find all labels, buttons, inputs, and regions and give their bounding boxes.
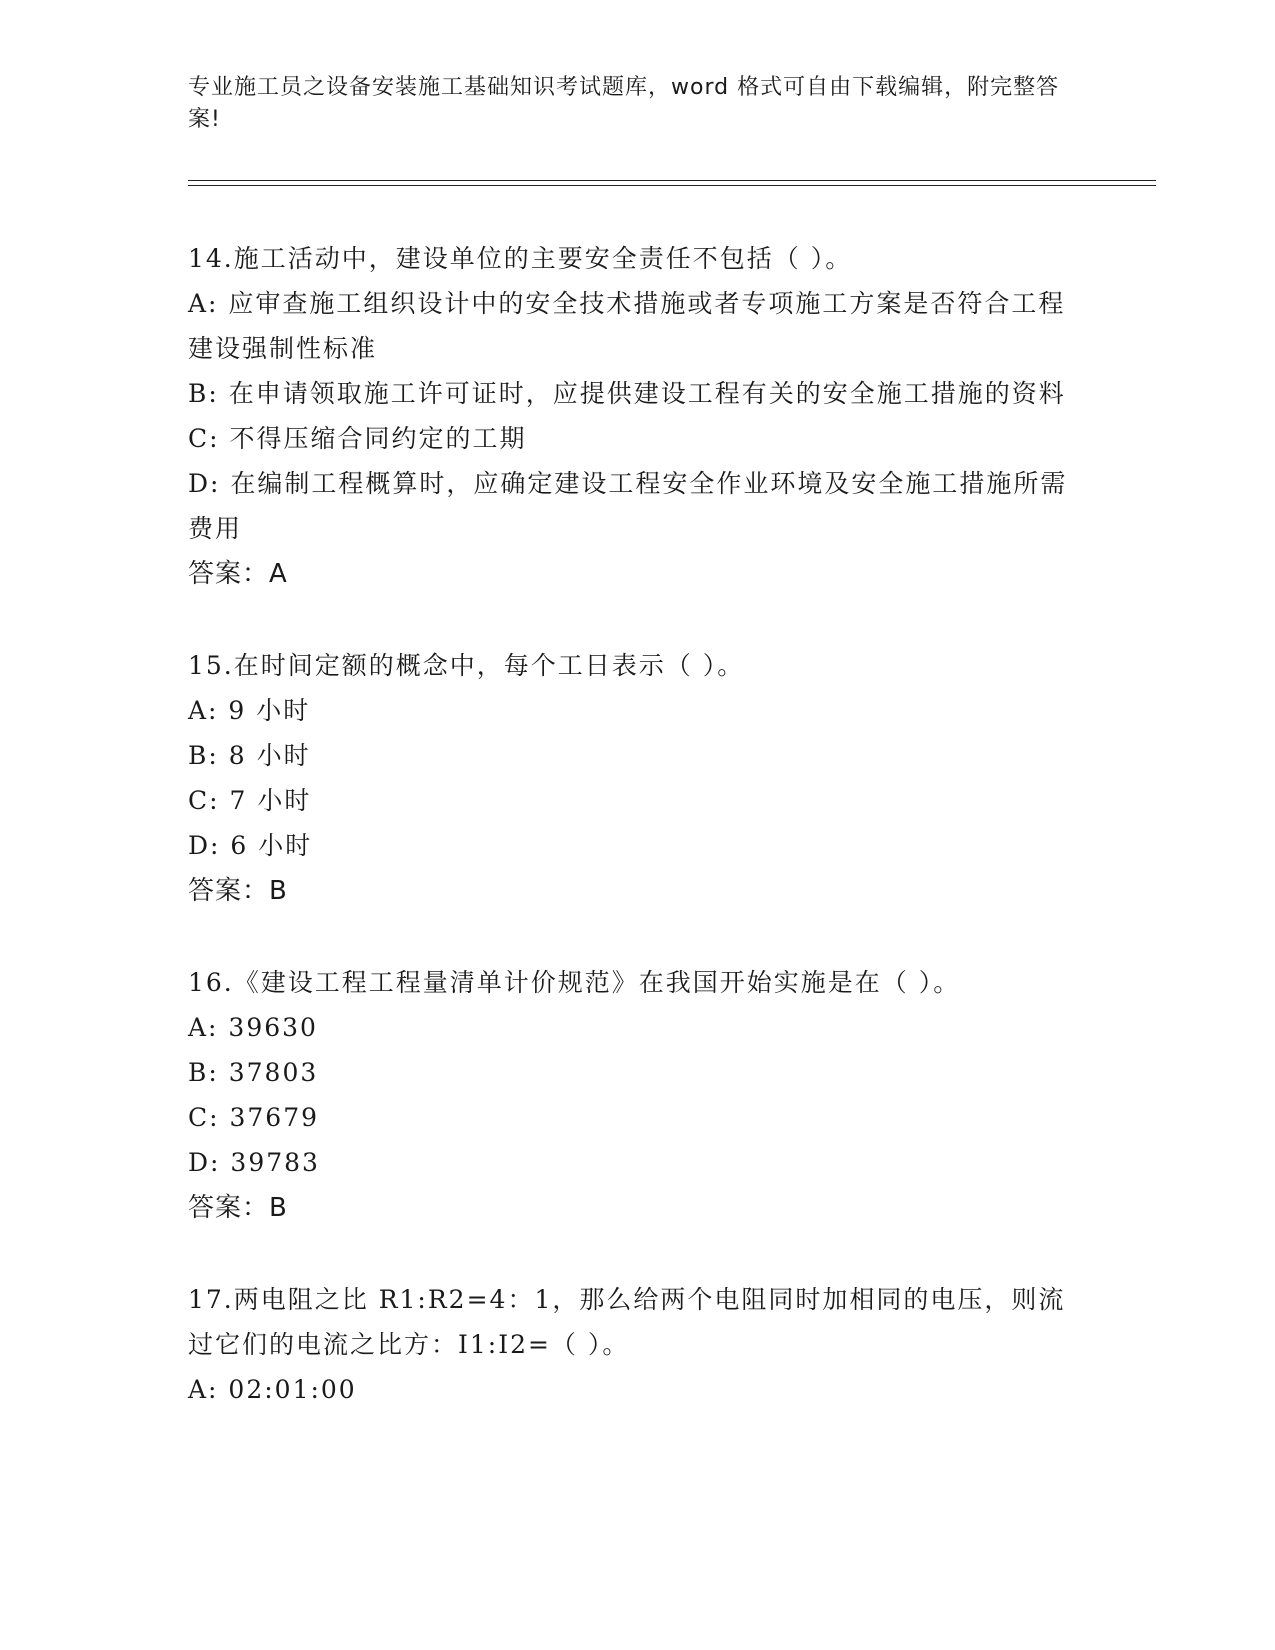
question-stem: 16.《建设工程工程量清单计价规范》在我国开始实施是在（ ）。 (188, 968, 961, 997)
option-a: A: 02:01:00 (188, 1375, 357, 1404)
option-c: C: 7 小时 (188, 786, 312, 815)
option-d: D: 6 小时 (188, 831, 313, 860)
option-d: D: 39783 (188, 1148, 320, 1177)
option-b: B: 37803 (188, 1058, 319, 1087)
question-stem: 15.在时间定额的概念中，每个工日表示（ ）。 (188, 651, 745, 680)
answer: 答案：B (188, 1193, 288, 1223)
question-stem: 17.两电阻之比 R1:R2=4：1，那么给两个电阻同时加相同的电压，则流过它们的电流之比方：I1:I2=（ ）。 (188, 1285, 1066, 1359)
header-rule-bottom (188, 185, 1156, 186)
option-a: A: 39630 (188, 1013, 318, 1042)
question-15 (188, 643, 1088, 914)
option-c: C: 37679 (188, 1103, 320, 1132)
option-b: B: 8 小时 (188, 741, 311, 770)
option-c: C: 不得压缩合同约定的工期 (188, 424, 527, 453)
option-a: A: 应审查施工组织设计中的安全技术措施或者专项施工方案是否符合工程建设强制性标准 (188, 289, 1066, 363)
question-list (188, 236, 1088, 1458)
header-rule-top (188, 180, 1156, 181)
question-16 (188, 960, 1088, 1231)
question-stem: 14.施工活动中，建设单位的主要安全责任不包括（ ）。 (188, 244, 853, 273)
question-14 (188, 236, 1088, 597)
option-d: D: 在编制工程概算时，应确定建设工程安全作业环境及安全施工措施所需费用 (188, 469, 1068, 543)
answer: 答案：A (188, 559, 288, 589)
answer: 答案：B (188, 876, 288, 906)
option-a: A: 9 小时 (188, 696, 311, 725)
document-header: 专业施工员之设备安装施工基础知识考试题库，word 格式可自由下载编辑，附完整答案! (188, 75, 1060, 132)
question-17 (188, 1277, 1088, 1412)
option-b: B: 在申请领取施工许可证时，应提供建设工程有关的安全施工措施的资料 (188, 379, 1066, 408)
